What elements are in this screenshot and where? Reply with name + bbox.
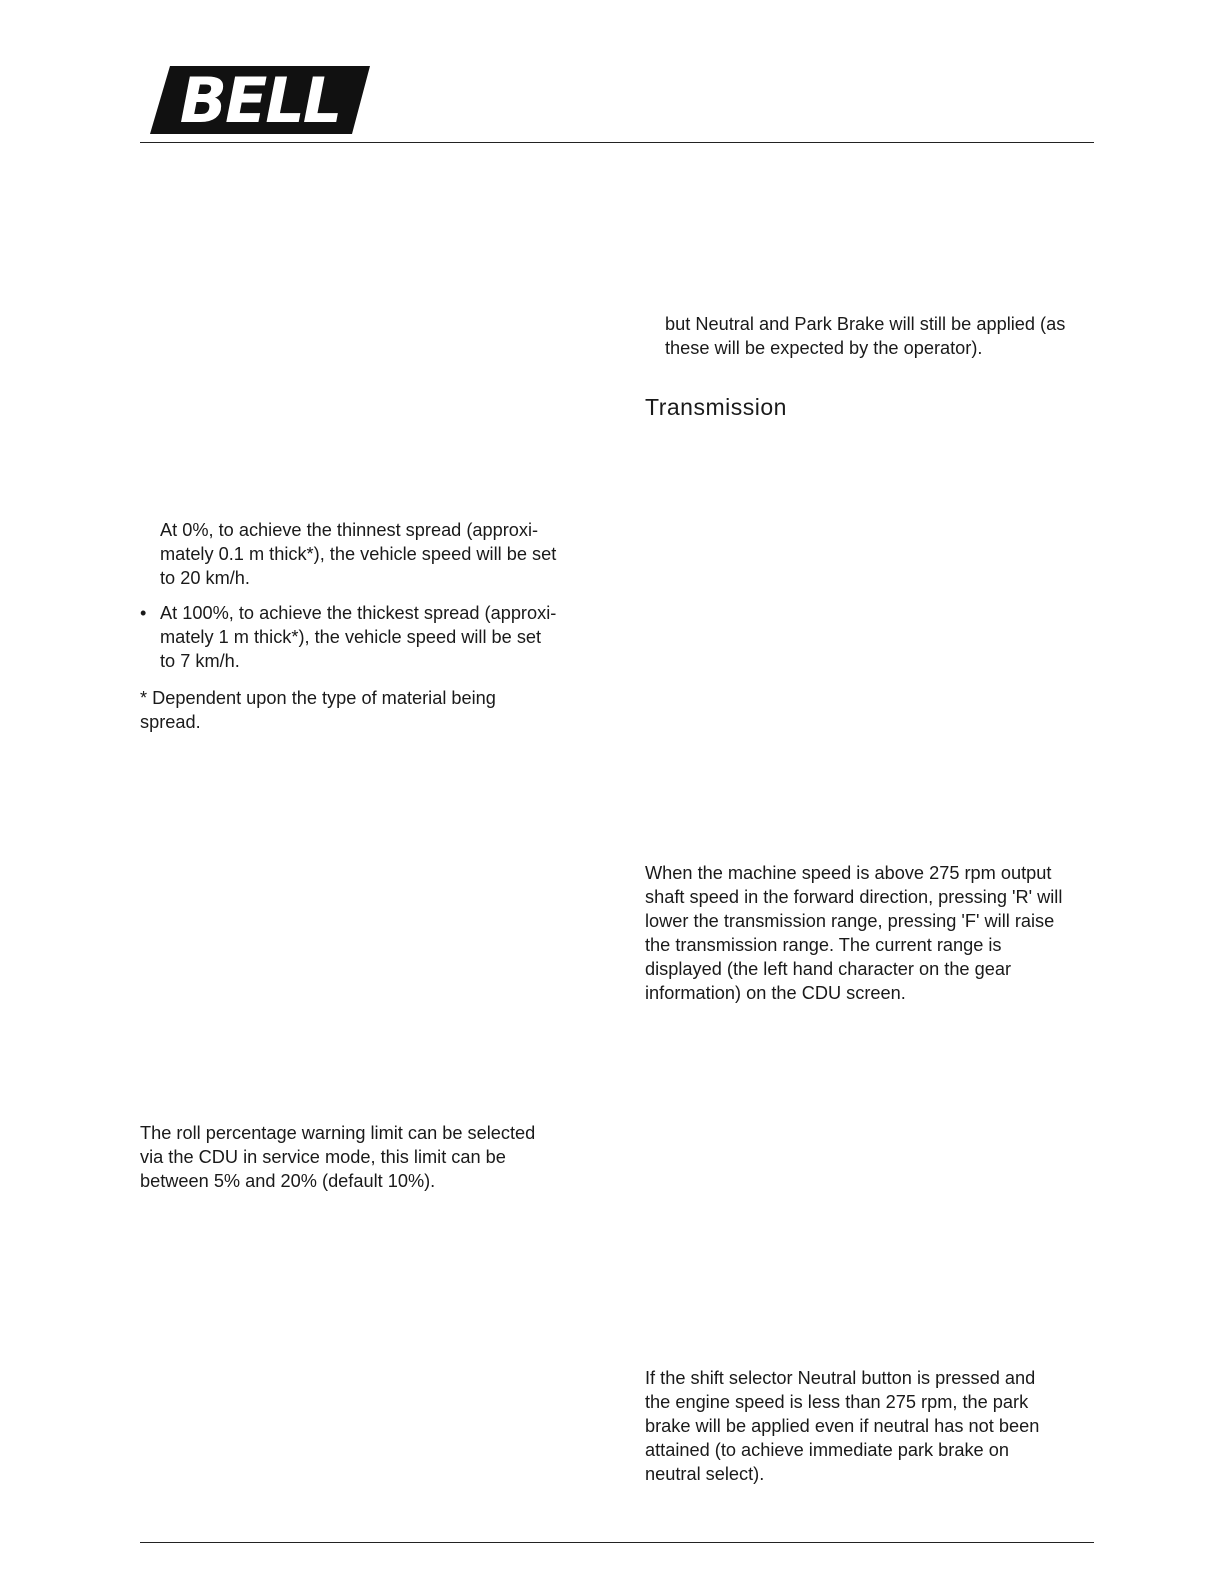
roll-warning-paragraph: The roll percentage warning limit can be selected via the CDU in service mode, this limit can be between 5% and 20% (default 10%). bbox=[140, 1123, 536, 1191]
section-title-transmission: Transmission bbox=[645, 394, 787, 420]
bullet-item bbox=[140, 601, 600, 673]
bullet-item bbox=[140, 518, 600, 590]
bullet-marker: • bbox=[140, 603, 147, 623]
transmission-range-paragraph: When the machine speed is above 275 rpm output shaft speed in the forward direction, pressing 'R' will lower the transmission range, pressing 'F' will raise the transmission range. The current range is displayed (the left hand character on the gear information) on the CDU screen. bbox=[645, 863, 1063, 1003]
footer-rule bbox=[140, 1542, 1094, 1543]
bullet-text: At 100%, to achieve the thickest spread (approxi- mately 1 m thick*), the vehicle speed will be set to 7 km/h. bbox=[160, 603, 557, 671]
bell-logo bbox=[148, 62, 372, 138]
header-rule bbox=[140, 142, 1094, 143]
footnote-paragraph: * Dependent upon the type of material being spread. bbox=[140, 688, 496, 732]
logo-text: BELL bbox=[179, 64, 341, 137]
bullet-text: At 0%, to achieve the thinnest spread (approxi- mately 0.1 m thick*), the vehicle speed will be set to 20 km/h. bbox=[160, 520, 557, 588]
continuation-paragraph: but Neutral and Park Brake will still be applied (as these will be expected by the operator). bbox=[665, 314, 1066, 358]
neutral-button-paragraph: If the shift selector Neutral button is pressed and the engine speed is less than 275 rpm, the park brake will be applied even if neutral has not been attained (to achieve immediate park brake on neutral select). bbox=[645, 1368, 1040, 1484]
